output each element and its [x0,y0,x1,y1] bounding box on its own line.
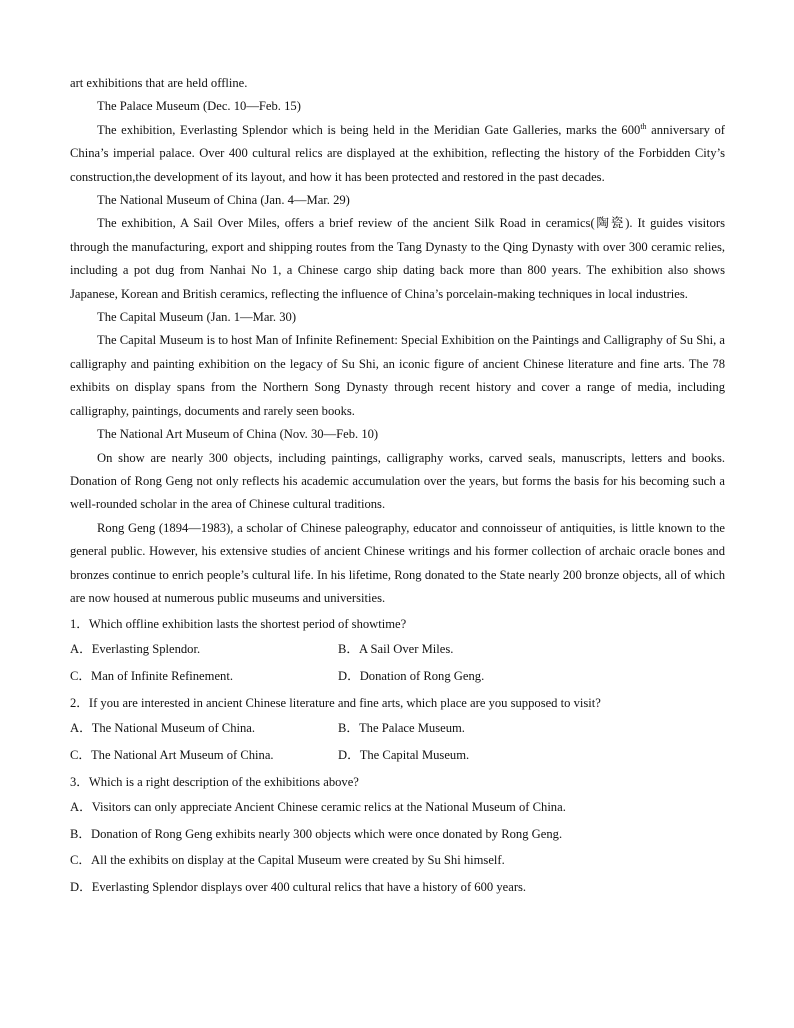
question-2-stem: 2．If you are interested in ancient Chinese literature and fine arts, which place are you supposed to visit? [70,696,601,711]
section-body-national-museum: The exhibition, A Sail Over Miles, offers a brief review of the ancient Silk Road in ceramics(陶瓷). It guides visitors through the manufacturing, export and shipping routes from the Tang Dynasty to the Qing Dynasty with over 300 ceramic relies, including a pot dug from Nanhai No 1, a Chinese cargo ship dating back more than 800 years. The exhibition also shows Japanese, Korean and British ceramics, reflecting the influence of China’s porcelain-making techniques in local industries. [70,216,725,301]
section-body-capital-museum: The Capital Museum is to host Man of Infinite Refinement: Special Exhibition on the Paintings and Calligraphy of Su Shi, a calligraphy and painting exhibition on the legacy of Su Shi, an iconic figure of ancient Chinese literature and fine arts. The 78 exhibits on display spans from the Northern Song Dynasty through recent history and cover a range of media, including calligraphy, paintings, documents and rarely seen books. [70,333,725,418]
question-2-option-b[interactable]: B．The Palace Museum. [338,721,465,736]
section-heading-capital-museum: The Capital Museum (Jan. 1—Mar. 30) [97,310,297,325]
question-2-options-row-2 [70,742,725,769]
question-1-options-row-1 [70,636,725,663]
section-body-palace-museum [70,119,725,189]
question-2-option-c[interactable]: C．The National Art Museum of China. [70,747,274,762]
passage-closing-paragraph: Rong Geng (1894—1983), a scholar of Chinese paleography, educator and connoisseur of antiquities, is little known to the general public. However, his extensive studies of ancient Chinese writings and his former collection of archaic oracle bones and bronzes continue to enrich people’s cultural life. In his lifetime, Rong donated to the State nearly 200 bronze objects, all of which are now housed at numerous public museums and universities. [70,520,725,605]
question-2-options-row-1 [70,715,725,742]
question-3-option-a[interactable]: A．Visitors can only appreciate Ancient Chinese ceramic relics at the National Museum of China. [70,800,566,815]
question-1-option-c[interactable]: C．Man of Infinite Refinement. [70,668,233,683]
question-2-option-a[interactable]: A．The National Museum of China. [70,721,256,736]
question-2-option-d[interactable]: D．The Capital Museum. [338,747,470,762]
question-3-option-b[interactable]: B．Donation of Rong Geng exhibits nearly 300 objects which were once donated by Rong Geng. [70,826,563,841]
question-1-options-row-2 [70,663,725,690]
section-heading-palace-museum: The Palace Museum (Dec. 10—Feb. 15) [97,99,301,114]
question-1-stem: 1．Which offline exhibition lasts the shortest period of showtime? [70,617,407,632]
body-text-part: The exhibition, Everlasting Splendor which is being held in the Meridian Gate Galleries, marks the 600 [97,122,641,137]
ordinal-suffix: th [640,121,647,131]
section-body-national-art-museum: On show are nearly 300 objects, including paintings, calligraphy works, carved seals, manuscripts, letters and books. Donation of Rong Geng not only reflects his academic accumulation over the years, but forms the basis for his becoming such a well-rounded scholar in the area of Chinese cultural traditions. [70,450,725,512]
worksheet-page [70,72,725,900]
question-3-option-d[interactable]: D．Everlasting Splendor displays over 400 cultural relics that have a history of 600 years. [70,879,527,894]
passage-lead-in: art exhibitions that are held offline. [70,76,248,90]
question-1-option-d[interactable]: D．Donation of Rong Geng. [338,668,485,683]
question-3-option-c[interactable]: C．All the exhibits on display at the Capital Museum were created by Su Shi himself. [70,853,505,868]
question-3-stem: 3．Which is a right description of the exhibitions above? [70,775,359,790]
question-1-option-b[interactable]: B．A Sail Over Miles. [338,642,454,657]
section-heading-national-art-museum: The National Art Museum of China (Nov. 30—Feb. 10) [97,427,379,442]
question-1-option-a[interactable]: A．Everlasting Splendor. [70,642,201,657]
body-text-part: anniversary of China’s imperial palace. Over 400 cultural relics are displayed at the exhibition, reflecting the history of the Forbidden City’s construction,the development of its layout, and how it has been protected and restored in the past decades. [70,122,725,184]
section-heading-national-museum: The National Museum of China (Jan. 4—Mar. 29) [97,193,350,208]
